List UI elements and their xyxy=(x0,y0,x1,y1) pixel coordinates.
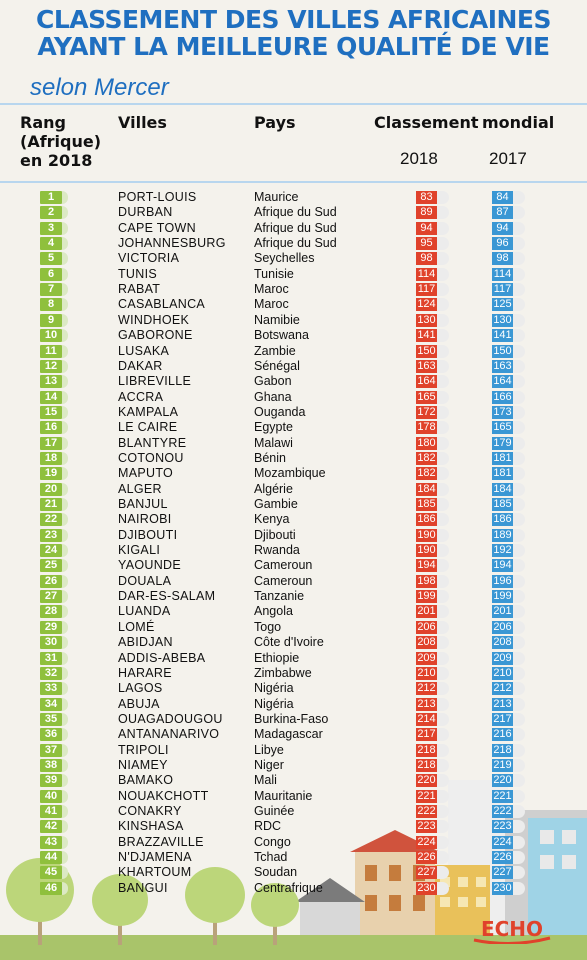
rank-2018-badge: 186 xyxy=(417,513,436,526)
country-name: Tanzanie xyxy=(254,589,305,604)
country-name: Mali xyxy=(254,773,277,788)
rank-badge: 19 xyxy=(40,467,62,480)
rank-2018-badge: 185 xyxy=(417,498,436,510)
city-name: YAOUNDE xyxy=(118,558,181,573)
country-name: Afrique du Sud xyxy=(254,220,337,235)
rank-2017-badge: 199 xyxy=(493,590,512,603)
city-name: ACCRA xyxy=(118,389,164,404)
table-row xyxy=(0,251,587,266)
rank-2017-badge: 230 xyxy=(493,881,512,894)
city-name: DOUALA xyxy=(118,573,172,588)
rank-badge: 20 xyxy=(40,483,62,496)
city-name: BANJUL xyxy=(118,497,168,511)
table-row xyxy=(0,282,587,297)
header-rule-top xyxy=(0,103,587,105)
city-name: CASABLANCA xyxy=(118,297,206,312)
table-row xyxy=(0,374,587,389)
city-name: HARARE xyxy=(118,665,172,680)
city-name: LUSAKA xyxy=(118,343,170,358)
rank-badge: 42 xyxy=(40,820,62,833)
rank-badge: 11 xyxy=(40,345,62,358)
city-name: ANTANANARIVO xyxy=(118,727,220,742)
country-name: Maurice xyxy=(254,190,299,204)
rank-2018-badge: 213 xyxy=(417,697,436,710)
rank-2018-badge: 163 xyxy=(417,359,436,372)
city-name: WINDHOEK xyxy=(118,312,190,327)
rank-2018-badge: 206 xyxy=(417,620,436,633)
city-name: ALGER xyxy=(118,481,162,496)
rank-2017-badge: 117 xyxy=(493,283,512,296)
city-name: N'DJAMENA xyxy=(118,850,192,865)
rank-2017-badge: 164 xyxy=(493,375,512,388)
city-name: BRAZZAVILLE xyxy=(118,834,204,849)
rank-2018-badge: 165 xyxy=(417,390,436,403)
rank-badge: 5 xyxy=(40,252,62,265)
table-row xyxy=(0,558,587,573)
echo-logo-text: ECHO xyxy=(480,918,544,941)
country-name: Botswana xyxy=(254,328,309,343)
country-name: Gabon xyxy=(254,374,292,389)
rank-2017-badge: 194 xyxy=(493,559,512,572)
country-name: Nigéria xyxy=(254,696,294,711)
table-row xyxy=(0,451,587,466)
rank-2017-badge: 213 xyxy=(493,697,512,710)
subtitle: selon Mercer xyxy=(30,74,169,101)
rank-2017-badge: 94 xyxy=(492,222,513,235)
rank-2018-badge: 178 xyxy=(417,421,436,434)
city-name: KINSHASA xyxy=(118,819,184,834)
table-row xyxy=(0,267,587,282)
city-name: LUANDA xyxy=(118,604,171,619)
rank-header-line-1: Rang xyxy=(20,113,66,132)
rank-2017-badge: 223 xyxy=(493,820,512,833)
table-row xyxy=(0,758,587,773)
country-name: Burkina-Faso xyxy=(254,711,329,726)
table-row xyxy=(0,512,587,527)
city-name: KAMPALA xyxy=(118,404,179,419)
table-row xyxy=(0,620,587,635)
rank-badge: 41 xyxy=(40,805,62,818)
rank-2017-badge: 173 xyxy=(493,405,512,418)
city-name: TRIPOLI xyxy=(118,742,169,757)
rank-badge: 34 xyxy=(40,698,62,711)
rank-2017-badge: 219 xyxy=(493,758,512,771)
city-name: LAGOS xyxy=(118,681,163,696)
rank-badge: 36 xyxy=(40,728,62,741)
rank-2017-badge: 98 xyxy=(492,252,513,265)
rank-2018-badge: 94 xyxy=(416,222,437,235)
classement-header: Classement xyxy=(374,113,479,132)
table-row xyxy=(0,528,587,543)
table-row xyxy=(0,420,587,435)
rank-2018-badge: 190 xyxy=(417,544,436,557)
table-row xyxy=(0,574,587,589)
rank-2018-badge: 194 xyxy=(417,559,436,572)
rank-2018-badge: 141 xyxy=(417,329,436,342)
rank-badge: 35 xyxy=(40,713,62,726)
rank-header-line-2: (Afrique) xyxy=(20,132,102,151)
city-name: BANGUI xyxy=(118,880,168,895)
rank-2018-badge: 182 xyxy=(417,467,436,480)
country-name: Togo xyxy=(254,619,282,634)
country-name: Cameroun xyxy=(254,573,313,588)
table-row xyxy=(0,221,587,236)
cities-header: Villes xyxy=(118,113,167,132)
country-name: Côte d'Ivoire xyxy=(254,635,324,650)
rank-badge: 17 xyxy=(40,437,62,450)
country-name: Mozambique xyxy=(254,466,326,481)
city-name: LIBREVILLE xyxy=(118,374,192,389)
title-line-2: AYANT LA MEILLEURE QUALITÉ DE VIE xyxy=(37,32,550,61)
city-name: KHARTOUM xyxy=(118,865,192,880)
rank-2017-badge: 217 xyxy=(493,712,512,725)
table-row xyxy=(0,604,587,619)
rank-badge: 2 xyxy=(40,206,62,219)
rank-2018-badge: 89 xyxy=(416,206,437,219)
rank-badge: 40 xyxy=(40,790,62,803)
table-row xyxy=(0,482,587,497)
rank-2017-badge: 221 xyxy=(493,789,512,802)
city-name: LE CAIRE xyxy=(118,420,178,435)
rank-badge: 28 xyxy=(40,605,62,618)
rank-badge: 18 xyxy=(40,452,62,465)
country-name: Afrique du Sud xyxy=(254,236,337,251)
rank-badge: 39 xyxy=(40,774,62,787)
rank-badge: 15 xyxy=(40,406,62,419)
table-row xyxy=(0,819,587,834)
rank-2018-badge: 130 xyxy=(417,313,436,326)
rank-badge: 21 xyxy=(40,498,62,511)
rank-2017-badge: 226 xyxy=(493,851,512,864)
rank-2018-badge: 217 xyxy=(417,728,436,741)
rank-2018-badge: 208 xyxy=(417,636,436,649)
city-name: LOMÉ xyxy=(118,619,155,634)
rank-2017-badge: 184 xyxy=(493,482,512,495)
country-name: Ethiopie xyxy=(254,650,300,665)
table-row xyxy=(0,850,587,865)
city-name: JOHANNESBURG xyxy=(118,236,226,251)
rank-2017-badge: 181 xyxy=(493,451,512,464)
echo-logo xyxy=(472,918,552,944)
table-row xyxy=(0,666,587,681)
rank-2017-badge: 84 xyxy=(492,191,513,204)
city-name: RABAT xyxy=(118,282,161,297)
country-header: Pays xyxy=(254,113,296,132)
rank-badge: 33 xyxy=(40,682,62,695)
rank-2018-badge: 218 xyxy=(417,743,436,756)
rank-2018-badge: 227 xyxy=(417,866,436,879)
rank-badge: 30 xyxy=(40,636,62,649)
rank-badge: 23 xyxy=(40,529,62,542)
city-name: NOUAKCHOTT xyxy=(118,788,209,803)
rank-2018-badge: 117 xyxy=(417,283,436,296)
rank-2018-badge: 224 xyxy=(417,835,436,848)
header-rule-bottom xyxy=(0,181,587,183)
infographic-title xyxy=(0,6,587,60)
city-name: NIAMEY xyxy=(118,757,168,772)
rank-badge: 6 xyxy=(40,268,62,281)
rank-badge: 46 xyxy=(40,882,62,895)
city-name: BAMAKO xyxy=(118,773,174,788)
country-name: Mauritanie xyxy=(254,788,313,803)
country-name: Seychelles xyxy=(254,251,315,266)
rank-badge: 43 xyxy=(40,836,62,849)
table-row xyxy=(0,543,587,558)
city-name: KIGALI xyxy=(118,543,161,558)
table-row xyxy=(0,789,587,804)
rank-2018-badge: 190 xyxy=(417,528,436,541)
city-name: NAIROBI xyxy=(118,512,172,527)
rank-badge: 13 xyxy=(40,375,62,388)
table-row xyxy=(0,190,587,205)
country-name: Tchad xyxy=(254,850,288,865)
rank-2018-badge: 218 xyxy=(417,758,436,771)
rank-2017-badge: 206 xyxy=(493,620,512,633)
rank-2018-badge: 182 xyxy=(417,451,436,464)
city-name: DAR-ES-SALAM xyxy=(118,589,216,604)
rank-2018-badge: 199 xyxy=(417,590,436,603)
city-name: DAKAR xyxy=(118,358,163,373)
table-row xyxy=(0,359,587,374)
country-name: Guinée xyxy=(254,804,295,818)
country-name: Soudan xyxy=(254,865,298,880)
rank-2018-badge: 124 xyxy=(417,298,436,311)
table-row xyxy=(0,712,587,727)
country-name: Afrique du Sud xyxy=(254,205,337,220)
rank-2017-badge: 208 xyxy=(493,636,512,649)
country-name: Maroc xyxy=(254,297,289,312)
year-2017-header: 2017 xyxy=(489,149,527,168)
rank-2018-badge: 220 xyxy=(417,774,436,787)
city-name: ADDIS-ABEBA xyxy=(118,650,206,665)
rank-2018-badge: 172 xyxy=(417,405,436,418)
rank-2018-badge: 221 xyxy=(417,789,436,802)
rank-2018-badge: 222 xyxy=(417,805,436,817)
country-name: Madagascar xyxy=(254,727,323,742)
rank-badge: 12 xyxy=(40,360,62,373)
table-row xyxy=(0,743,587,758)
rank-badge: 45 xyxy=(40,866,62,879)
rank-header-line-3: en 2018 xyxy=(20,151,93,170)
mondial-header: mondial xyxy=(482,113,555,132)
rank-2018-badge: 223 xyxy=(417,820,436,833)
rank-2018-badge: 230 xyxy=(417,881,436,894)
country-name: Algérie xyxy=(254,481,293,496)
country-name: Zimbabwe xyxy=(254,665,312,680)
table-row xyxy=(0,390,587,405)
rank-2018-badge: 95 xyxy=(416,237,437,250)
rank-2018-badge: 198 xyxy=(417,574,436,587)
rank-badge: 24 xyxy=(40,544,62,557)
rank-2017-badge: 186 xyxy=(493,513,512,526)
rank-2018-badge: 201 xyxy=(417,605,436,618)
city-name: GABORONE xyxy=(118,328,193,343)
rank-2017-badge: 114 xyxy=(493,267,512,280)
table-row xyxy=(0,236,587,251)
rank-2017-badge: 212 xyxy=(493,682,512,695)
rank-badge: 16 xyxy=(40,421,62,434)
rank-2017-badge: 189 xyxy=(493,528,512,541)
country-name: Kenya xyxy=(254,512,290,527)
rank-2017-badge: 227 xyxy=(493,866,512,879)
country-name: Libye xyxy=(254,742,284,757)
rank-2017-badge: 216 xyxy=(493,728,512,741)
table-row xyxy=(0,589,587,604)
year-2018-header: 2018 xyxy=(400,149,438,168)
rank-badge: 44 xyxy=(40,851,62,864)
table-row xyxy=(0,835,587,850)
rank-2018-badge: 98 xyxy=(416,252,437,265)
rank-badge: 26 xyxy=(40,575,62,588)
city-name: COTONOU xyxy=(118,450,184,465)
table-row xyxy=(0,297,587,312)
rank-2017-badge: 96 xyxy=(492,237,513,250)
rank-2017-badge: 224 xyxy=(493,835,512,848)
table-row xyxy=(0,205,587,220)
table-row xyxy=(0,497,587,512)
country-name: RDC xyxy=(254,819,282,834)
rank-badge: 32 xyxy=(40,667,62,680)
rank-badge: 8 xyxy=(40,298,62,311)
country-name: Ghana xyxy=(254,389,292,404)
rank-2017-badge: 201 xyxy=(493,605,512,618)
country-name: Zambie xyxy=(254,343,296,358)
city-name: VICTORIA xyxy=(118,251,180,266)
rank-badge: 1 xyxy=(40,191,62,204)
rank-2017-badge: 218 xyxy=(493,743,512,756)
rank-2018-badge: 209 xyxy=(417,651,436,664)
rank-2017-badge: 163 xyxy=(493,359,512,372)
country-name: Malawi xyxy=(254,435,293,450)
city-name: DJIBOUTI xyxy=(118,527,178,542)
rank-badge: 9 xyxy=(40,314,62,327)
table-row xyxy=(0,436,587,451)
city-name: CAPE TOWN xyxy=(118,220,196,235)
country-name: Egypte xyxy=(254,420,293,435)
rank-2018-badge: 164 xyxy=(417,375,436,388)
rank-2017-badge: 220 xyxy=(493,774,512,787)
rank-2018-badge: 83 xyxy=(416,191,437,204)
table-row xyxy=(0,651,587,666)
rank-2017-badge: 185 xyxy=(493,498,512,510)
city-name: OUAGADOUGOU xyxy=(118,711,223,726)
rank-2017-badge: 165 xyxy=(493,421,512,434)
table-row xyxy=(0,466,587,481)
rank-badge: 25 xyxy=(40,559,62,572)
rank-2017-badge: 192 xyxy=(493,544,512,557)
country-name: Centrafrique xyxy=(254,880,323,895)
city-name: ABIDJAN xyxy=(118,635,173,650)
rank-badge: 38 xyxy=(40,759,62,772)
rank-2018-badge: 150 xyxy=(417,344,436,357)
rank-badge: 7 xyxy=(40,283,62,296)
rank-2017-badge: 141 xyxy=(493,329,512,342)
city-name: MAPUTO xyxy=(118,466,174,481)
table-row xyxy=(0,635,587,650)
rank-2018-badge: 180 xyxy=(417,436,436,449)
rank-2017-badge: 179 xyxy=(493,436,512,449)
country-name: Ouganda xyxy=(254,404,306,419)
country-name: Namibie xyxy=(254,312,300,327)
table-row xyxy=(0,328,587,343)
table-row xyxy=(0,681,587,696)
country-name: Maroc xyxy=(254,282,289,297)
table-row xyxy=(0,881,587,896)
rank-2017-badge: 222 xyxy=(493,805,512,817)
rank-2017-badge: 130 xyxy=(493,313,512,326)
rank-2018-badge: 210 xyxy=(417,666,436,679)
rank-2018-badge: 184 xyxy=(417,482,436,495)
table-row xyxy=(0,727,587,742)
rank-2018-badge: 214 xyxy=(417,712,436,725)
rank-2018-badge: 212 xyxy=(417,682,436,695)
rank-2018-badge: 226 xyxy=(417,851,436,864)
rank-2017-badge: 196 xyxy=(493,574,512,587)
city-name: ABUJA xyxy=(118,696,160,711)
rank-badge: 14 xyxy=(40,391,62,404)
country-name: Tunisie xyxy=(254,266,294,281)
rank-2017-badge: 209 xyxy=(493,651,512,664)
rank-badge: 27 xyxy=(40,590,62,603)
city-name: DURBAN xyxy=(118,205,173,220)
rank-2018-badge: 114 xyxy=(417,267,436,280)
rank-2017-badge: 210 xyxy=(493,666,512,679)
rank-badge: 22 xyxy=(40,513,62,526)
table-row xyxy=(0,405,587,420)
country-name: Djibouti xyxy=(254,527,296,542)
rank-2017-badge: 125 xyxy=(493,298,512,311)
table-row xyxy=(0,773,587,788)
rank-badge: 29 xyxy=(40,621,62,634)
rank-2017-badge: 181 xyxy=(493,467,512,480)
table-row xyxy=(0,804,587,819)
country-name: Cameroun xyxy=(254,558,313,573)
country-name: Sénégal xyxy=(254,358,300,373)
country-name: Gambie xyxy=(254,497,298,511)
city-name: CONAKRY xyxy=(118,804,182,818)
city-name: BLANTYRE xyxy=(118,435,187,450)
country-name: Nigéria xyxy=(254,681,294,696)
country-name: Congo xyxy=(254,834,291,849)
rank-badge: 4 xyxy=(40,237,62,250)
rank-badge: 3 xyxy=(40,222,62,235)
rank-badge: 37 xyxy=(40,744,62,757)
table-row xyxy=(0,697,587,712)
rank-2017-badge: 150 xyxy=(493,344,512,357)
table-row xyxy=(0,344,587,359)
country-name: Bénin xyxy=(254,450,286,465)
rank-badge: 31 xyxy=(40,652,62,665)
country-name: Rwanda xyxy=(254,543,300,558)
country-name: Niger xyxy=(254,757,284,772)
rank-2017-badge: 166 xyxy=(493,390,512,403)
rank-2017-badge: 87 xyxy=(492,206,513,219)
rank-header xyxy=(20,113,101,170)
country-name: Angola xyxy=(254,604,293,619)
table-row xyxy=(0,865,587,880)
rank-badge: 10 xyxy=(40,329,62,342)
city-name: TUNIS xyxy=(118,266,157,281)
city-name: PORT-LOUIS xyxy=(118,190,197,204)
table-row xyxy=(0,313,587,328)
title-line-1: CLASSEMENT DES VILLES AFRICAINES xyxy=(35,5,552,34)
